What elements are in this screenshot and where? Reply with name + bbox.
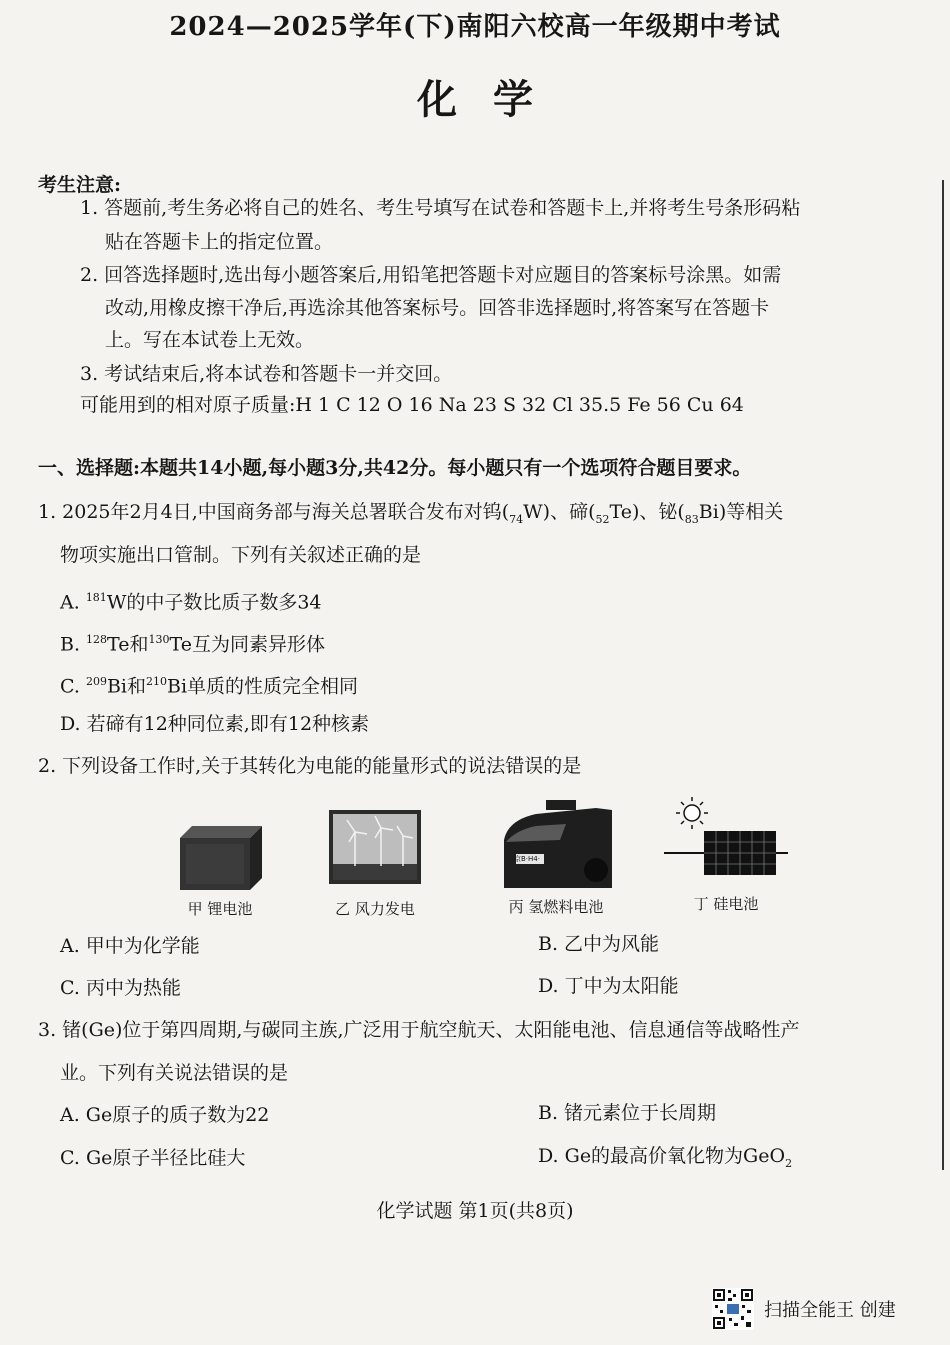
scanner-label: 扫描全能王 创建	[764, 1300, 896, 1321]
figure-lithium-battery	[170, 820, 270, 920]
q3-option-d[interactable]: D. Ge的最高价氧化物为GeO$_2$	[538, 1145, 793, 1170]
q2-option-c[interactable]: C. 丙中为热能	[60, 977, 181, 999]
fuel-cell-car-image	[496, 800, 616, 888]
figure-silicon-cell	[664, 795, 788, 920]
atomic-mass-line: 可能用到的相对原子质量:H 1 C 12 O 16 Na 23 S 32 Cl 35.5 Fe 56 Cu 64	[80, 394, 744, 416]
car-license-plate: 京B·H4·	[514, 855, 540, 863]
figure-wind-power	[320, 810, 430, 920]
q2-option-a[interactable]: A. 甲中为化学能	[60, 935, 200, 957]
notice-item-2-cont2: 上。写在本试卷上无效。	[105, 329, 315, 351]
figure-caption-bing: 丙 氢燃料电池	[508, 898, 604, 916]
notice-item-2-cont: 改动,用橡皮擦干净后,再选涂其他答案标号。回答非选择题时,将答案写在答题卡	[105, 297, 770, 319]
subject-title: 化学	[417, 76, 569, 123]
q1-option-b[interactable]: B. $^{128}$Te和$^{130}$Te互为同素异形体	[60, 633, 325, 656]
qr-code-icon	[712, 1288, 754, 1330]
section-heading: 一、选择题:本题共14小题,每小题3分,共42分。每小题只有一个选项符合题目要求。	[38, 457, 752, 479]
q3-option-a[interactable]: A. Ge原子的质子数为22	[60, 1104, 270, 1126]
q2-stem: 2. 下列设备工作时,关于其转化为电能的能量形式的说法错误的是	[38, 755, 582, 777]
q2-option-b[interactable]: B. 乙中为风能	[538, 933, 660, 955]
q3-option-c[interactable]: C. Ge原子半径比硅大	[60, 1147, 246, 1169]
notice-item-1: 1. 答题前,考生务必将自己的姓名、考生号填写在试卷和答题卡上,并将考生号条形码粘	[80, 197, 801, 219]
q2-option-d[interactable]: D. 丁中为太阳能	[538, 975, 679, 997]
notice-item-2: 2. 回答选择题时,选出每小题答案后,用铅笔把答题卡对应题目的答案标号涂黑。如需	[80, 264, 782, 286]
q3-stem: 3. 锗(Ge)位于第四周期,与碳同主族,广泛用于航空航天、太阳能电池、信息通信等战略性产	[38, 1019, 800, 1041]
lithium-battery-image	[170, 820, 270, 892]
page-footer: 化学试题 第1页(共8页)	[376, 1200, 574, 1222]
wind-turbine-image	[329, 810, 421, 884]
page-edge-shadow	[942, 180, 944, 1170]
notice-item-1-cont: 贴在答题卡上的指定位置。	[105, 231, 334, 253]
q1-option-c[interactable]: C. $^{209}$Bi和$^{210}$Bi单质的性质完全相同	[60, 675, 359, 698]
figure-caption-yi: 乙 风力发电	[335, 900, 415, 918]
q3-stem-cont: 业。下列有关说法错误的是	[60, 1062, 289, 1084]
figure-caption-jia: 甲 锂电池	[187, 900, 253, 918]
q3-option-b[interactable]: B. 锗元素位于长周期	[538, 1102, 717, 1124]
figure-caption-ding: 丁 硅电池	[693, 895, 759, 913]
exam-title: 2024—2025学年(下)南阳六校高一年级期中考试	[169, 12, 781, 42]
q1-stem: 1. 2025年2月4日,中国商务部与海关总署联合发布对钨$(_{74}W)$、碲$(_{52}Te)$、铋$(_{83}Bi)$等相关	[38, 501, 784, 526]
sun-icon	[676, 797, 708, 829]
notice-item-3: 3. 考试结束后,将本试卷和答题卡一并交回。	[80, 363, 453, 385]
q1-stem-cont: 物项实施出口管制。下列有关叙述正确的是	[60, 544, 422, 566]
solar-panel-image	[664, 795, 788, 885]
q1-option-a[interactable]: A. $^{181}$W的中子数比质子数多34	[60, 591, 322, 614]
notice-heading: 考生注意:	[38, 174, 122, 196]
q1-option-d[interactable]: D. 若碲有12种同位素,即有12种核素	[60, 713, 370, 735]
figure-hydrogen-fuel-cell	[492, 800, 620, 920]
